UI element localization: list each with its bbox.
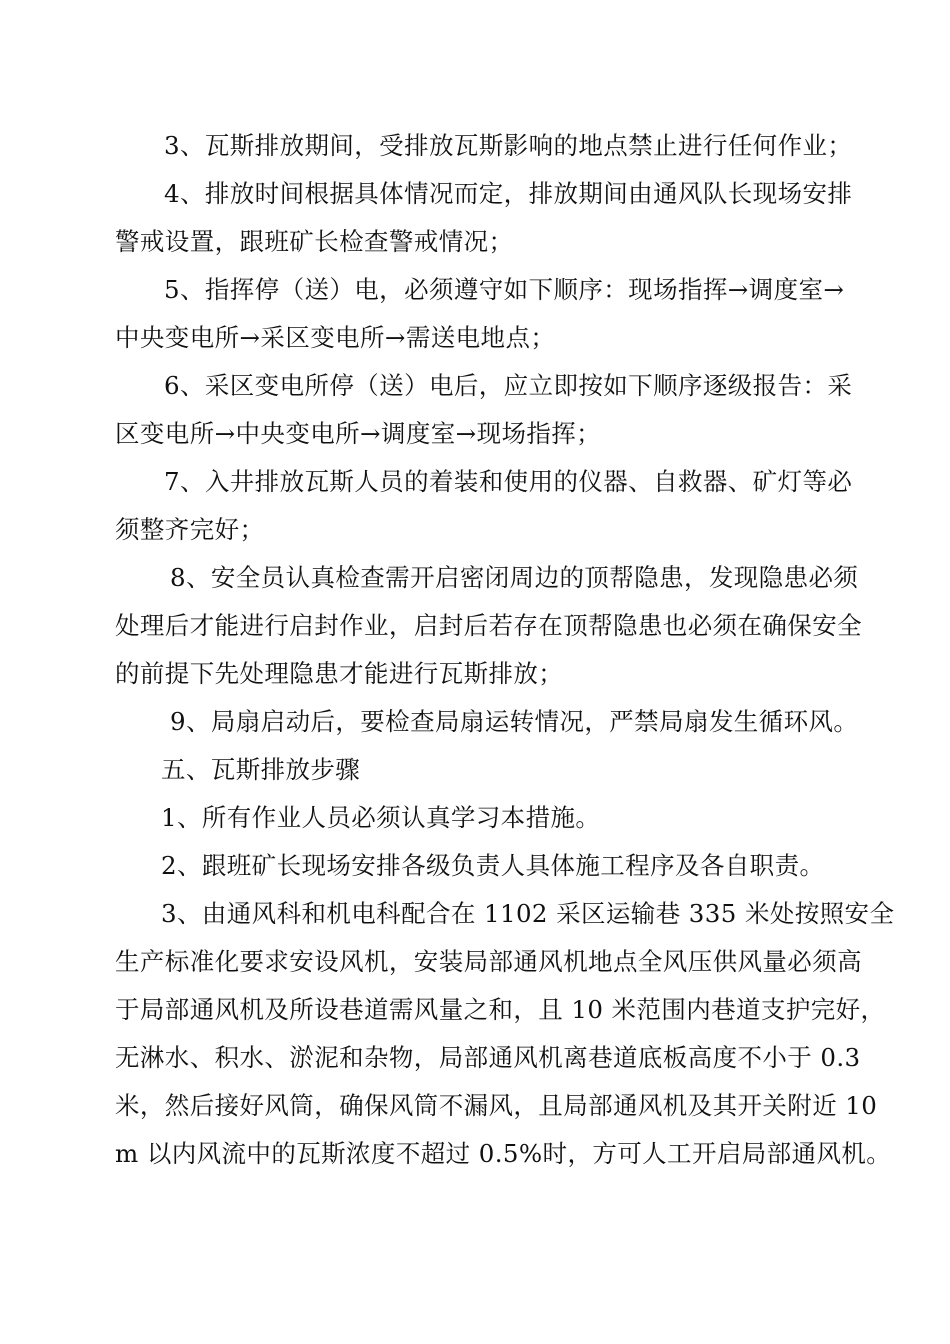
step-1: 1、所有作业人员必须认真学习本措施。: [161, 803, 601, 832]
step-3-line-3: 于局部通风机及所设巷道需风量之和，且 10 米范围内巷道支护完好，: [115, 995, 886, 1024]
step-3-line-6: m 以内风流中的瓦斯浓度不超过 0.5%时，方可人工开启局部通风机。: [115, 1139, 892, 1168]
paragraph-8-line-2: 处理后才能进行启封作业，启封后若存在顶帮隐患也必须在确保安全: [115, 611, 862, 640]
step-3-line-4: 无淋水、积水、淤泥和杂物，局部通风机离巷道底板高度不小于 0.3: [115, 1043, 861, 1072]
paragraph-7-line-2: 须整齐完好；: [115, 515, 265, 544]
step-2: 2、跟班矿长现场安排各级负责人具体施工程序及各自职责。: [161, 851, 825, 880]
document-body: [115, 122, 895, 1178]
paragraph-8-line-1: 8、安全员认真检查需开启密闭周边的顶帮隐患，发现隐患必须: [170, 563, 859, 592]
step-3-line-1: 3、由通风科和机电科配合在 1102 采区运输巷 335 米处按照安全: [161, 899, 895, 928]
paragraph-5-line-2: 中央变电所→采区变电所→需送电地点；: [115, 323, 556, 352]
step-3-line-5: 米，然后接好风筒，确保风筒不漏风，且局部通风机及其开关附近 10: [115, 1091, 878, 1120]
paragraph-7-line-1: 7、入井排放瓦斯人员的着装和使用的仪器、自救器、矿灯等必: [164, 467, 853, 496]
paragraph-4-line-2: 警戒设置，跟班矿长检查警戒情况；: [115, 227, 514, 256]
section-heading-5: 五、瓦斯排放步骤: [161, 755, 361, 784]
paragraph-6-line-1: 6、采区变电所停（送）电后，应立即按如下顺序逐级报告：采: [164, 371, 853, 400]
paragraph-9-line-1: 9、局扇启动后，要检查局扇运转情况，严禁局扇发生循环风。: [170, 707, 859, 736]
paragraph-5-line-1: 5、指挥停（送）电，必须遵守如下顺序：现场指挥→调度室→: [164, 275, 845, 304]
paragraph-8-line-3: 的前提下先处理隐患才能进行瓦斯排放；: [115, 659, 564, 688]
paragraph-4-line-1: 4、排放时间根据具体情况而定，排放期间由通风队长现场安排: [164, 179, 853, 208]
step-3-line-2: 生产标准化要求安设风机，安装局部通风机地点全风压供风量必须高: [115, 947, 862, 976]
paragraph-3-gas-area-no-work: 3、瓦斯排放期间，受排放瓦斯影响的地点禁止进行任何作业；: [164, 131, 853, 160]
paragraph-6-line-2: 区变电所→中央变电所→调度室→现场指挥；: [115, 419, 602, 448]
